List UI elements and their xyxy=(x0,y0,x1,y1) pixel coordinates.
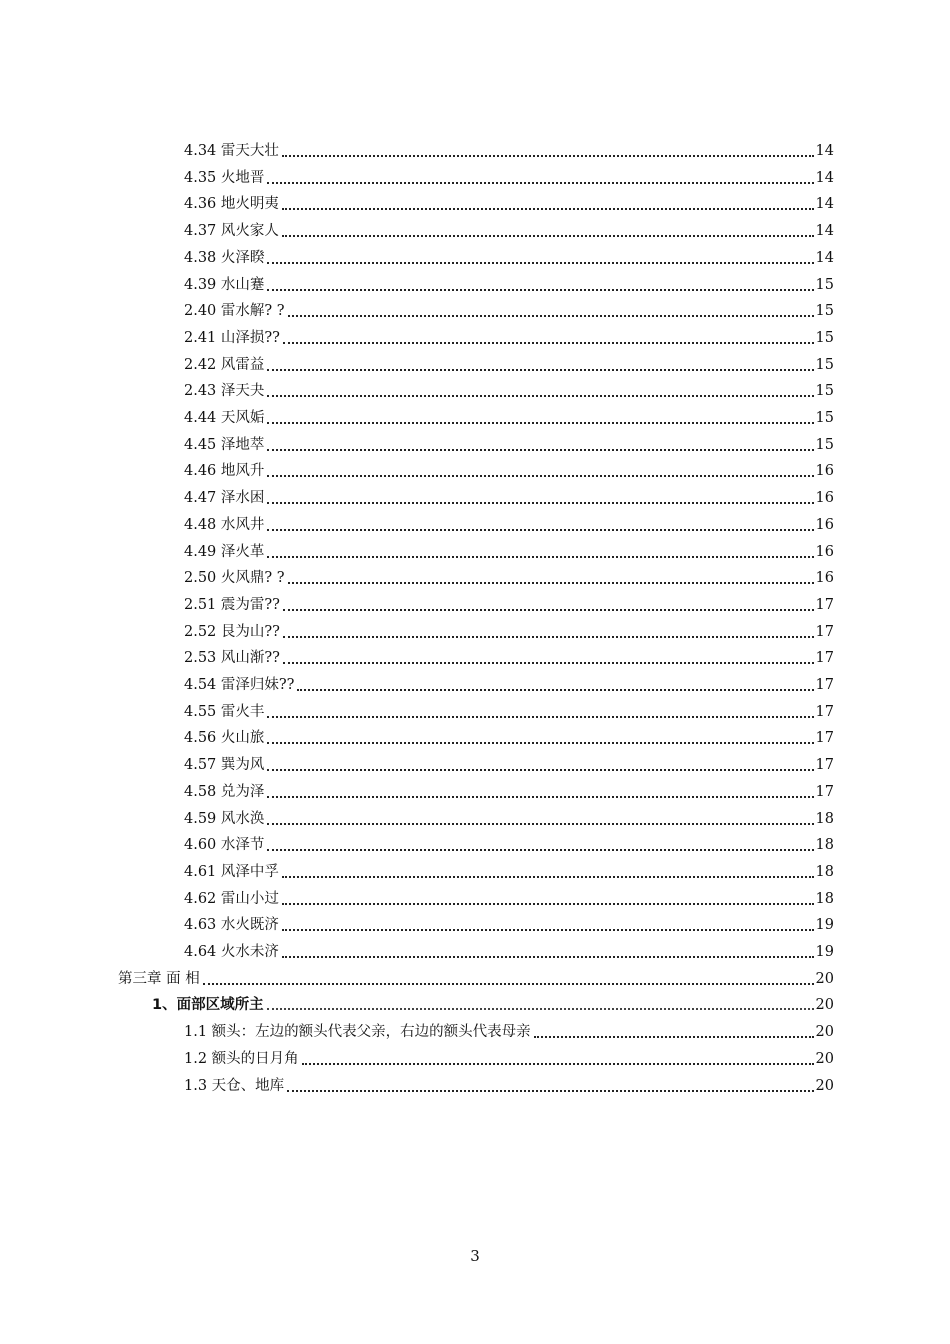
toc-entry[interactable] xyxy=(184,456,834,480)
toc-entry-label: 2.41 山泽损?? xyxy=(184,329,280,346)
dot-leader xyxy=(282,875,814,878)
toc-entry-page: 14 xyxy=(815,143,834,159)
toc-entry[interactable] xyxy=(184,323,834,347)
toc-entry-label: 1.3 天仓、地库 xyxy=(184,1077,285,1094)
toc-subsection[interactable] xyxy=(184,1044,834,1068)
toc-entry-label: 2.52 艮为山?? xyxy=(184,623,280,640)
toc-entry-page: 16 xyxy=(815,490,834,507)
toc-entry-page: 17 xyxy=(815,730,834,747)
toc-chapter[interactable] xyxy=(118,964,834,988)
toc-entry[interactable] xyxy=(184,563,834,587)
toc-entry[interactable] xyxy=(184,350,834,374)
toc-entry-page: 18 xyxy=(815,863,834,880)
toc-entry-label: 1.1 额头：左边的额头代表父亲，右边的额头代表母亲 xyxy=(184,1024,531,1041)
toc-entry-page: 14 xyxy=(815,249,834,266)
dot-leader xyxy=(534,1035,814,1038)
toc-entry-page: 17 xyxy=(815,677,834,693)
toc-entry-label: 4.54 雷泽归妹?? xyxy=(184,677,295,693)
toc-entry-page: 16 xyxy=(815,570,834,587)
dot-leader xyxy=(267,555,813,558)
toc-entry[interactable] xyxy=(184,884,834,908)
toc-entry-label: 4.46 地风升 xyxy=(184,463,265,480)
dot-leader xyxy=(267,741,813,744)
toc-entry-label: 第三章 面 相 xyxy=(118,970,200,987)
toc-entry-page: 14 xyxy=(815,223,834,240)
toc-entry[interactable] xyxy=(184,723,834,747)
dot-leader xyxy=(267,501,813,504)
toc-entry-page: 20 xyxy=(815,970,834,987)
dot-leader xyxy=(288,581,814,584)
toc-entry-label: 2.40 雷水解? ? xyxy=(184,303,285,320)
dot-leader xyxy=(267,368,813,371)
toc-entry-page: 15 xyxy=(815,276,834,293)
dot-leader xyxy=(282,207,814,210)
toc-entry-page: 18 xyxy=(815,890,834,907)
dot-leader xyxy=(287,1089,813,1092)
dot-leader xyxy=(267,715,813,718)
toc-entry[interactable] xyxy=(184,937,834,961)
toc-entry-page: 15 xyxy=(815,356,834,373)
toc-entry-label: 4.60 水泽节 xyxy=(184,837,265,854)
dot-leader xyxy=(267,394,813,397)
dot-leader xyxy=(267,795,813,798)
toc-entry[interactable] xyxy=(184,750,834,774)
toc-entry[interactable] xyxy=(184,483,834,507)
dot-leader xyxy=(267,421,813,424)
dot-leader xyxy=(267,474,813,477)
toc-entry-label: 4.64 火水未济 xyxy=(184,944,279,960)
toc-entry-label: 4.63 水火既济 xyxy=(184,917,279,934)
toc-entry-label: 2.51 震为雷?? xyxy=(184,596,280,613)
dot-leader xyxy=(297,688,813,691)
dot-leader xyxy=(267,181,813,184)
dot-leader xyxy=(267,261,813,264)
toc-entry[interactable] xyxy=(184,590,834,614)
toc-entry-label: 4.36 地火明夷 xyxy=(184,196,279,213)
toc-entry-page: 16 xyxy=(815,463,834,480)
dot-leader xyxy=(288,314,814,317)
toc-entry-label: 4.44 天风姤 xyxy=(184,410,265,426)
toc-entry-label: 2.43 泽天夬 xyxy=(184,383,265,400)
toc-entry-label: 1.2 额头的日月角 xyxy=(184,1050,299,1067)
toc-entry-page: 15 xyxy=(815,436,834,453)
dot-leader xyxy=(267,848,813,851)
toc-entry[interactable] xyxy=(184,163,834,187)
toc-entry-page: 20 xyxy=(815,997,834,1014)
toc-entry-page: 17 xyxy=(815,650,834,667)
toc-entry[interactable] xyxy=(184,296,834,320)
dot-leader xyxy=(267,768,813,771)
toc-entry-label: 4.62 雷山小过 xyxy=(184,890,279,907)
toc-entry-label: 4.49 泽火革 xyxy=(184,543,265,560)
toc-entry-page: 16 xyxy=(815,516,834,533)
toc-entry[interactable] xyxy=(184,857,834,881)
toc-entry-page: 18 xyxy=(815,837,834,854)
toc-entry[interactable] xyxy=(184,136,834,160)
dot-leader xyxy=(283,341,814,344)
toc-entry[interactable] xyxy=(184,830,834,854)
toc-entry-page: 17 xyxy=(815,783,834,800)
dot-leader xyxy=(267,288,813,291)
dot-leader xyxy=(283,635,814,638)
toc-entry[interactable] xyxy=(184,243,834,267)
toc-entry[interactable] xyxy=(184,670,834,694)
toc-entry-label: 2.53 风山渐?? xyxy=(184,650,280,667)
toc-entry-label: 4.57 巽为风 xyxy=(184,757,265,774)
dot-leader xyxy=(282,154,814,157)
dot-leader xyxy=(267,528,813,531)
toc-entry-page: 19 xyxy=(815,944,834,960)
toc-subsection[interactable] xyxy=(184,1017,834,1041)
toc-entry[interactable] xyxy=(184,804,834,828)
toc-entry-label: 4.34 雷天大壮 xyxy=(184,143,279,159)
toc-entry-label: 4.56 火山旅 xyxy=(184,730,265,747)
toc-entry-page: 17 xyxy=(815,757,834,774)
toc-entry-label: 1、面部区域所主 xyxy=(152,997,264,1014)
toc-entry-label: 4.61 风泽中孚 xyxy=(184,863,279,880)
toc-entry-label: 2.42 风雷益 xyxy=(184,356,265,373)
toc-entry-page: 15 xyxy=(815,329,834,346)
toc-entry[interactable] xyxy=(184,376,834,400)
toc-entry[interactable] xyxy=(184,270,834,294)
toc-entry-page: 15 xyxy=(815,303,834,320)
toc-entry[interactable] xyxy=(184,216,834,240)
toc-entry-label: 4.45 泽地萃 xyxy=(184,436,265,453)
toc-entry-page: 15 xyxy=(815,383,834,400)
toc-entry[interactable] xyxy=(184,537,834,561)
dot-leader xyxy=(282,902,814,905)
dot-leader xyxy=(282,955,814,958)
toc-entry-page: 14 xyxy=(815,196,834,213)
dot-leader xyxy=(282,928,814,931)
toc-entry[interactable] xyxy=(184,510,834,534)
toc-entry[interactable] xyxy=(184,617,834,641)
toc-entry[interactable] xyxy=(184,430,834,454)
toc-entry-label: 4.38 火泽睽 xyxy=(184,249,265,266)
toc-entry-page: 19 xyxy=(815,917,834,934)
toc-entry-page: 14 xyxy=(815,169,834,186)
toc-entry-label: 4.35 火地晋 xyxy=(184,169,265,186)
toc-entry[interactable] xyxy=(184,643,834,667)
toc-entry[interactable] xyxy=(184,189,834,213)
dot-leader xyxy=(267,1007,814,1010)
toc-entry-label: 4.48 水风井 xyxy=(184,516,265,533)
toc-entry-label: 2.50 火风鼎? ? xyxy=(184,570,285,587)
dot-leader xyxy=(302,1062,814,1065)
toc-entry-page: 16 xyxy=(815,543,834,560)
toc-entry-page: 20 xyxy=(815,1024,834,1041)
toc-entry-page: 20 xyxy=(815,1050,834,1067)
toc-entry[interactable] xyxy=(184,697,834,721)
toc-entry-label: 4.37 风火家人 xyxy=(184,223,279,240)
toc-entry-page: 15 xyxy=(815,410,834,426)
dot-leader xyxy=(283,608,814,611)
toc-entry[interactable] xyxy=(184,777,834,801)
dot-leader xyxy=(283,661,814,664)
dot-leader xyxy=(203,982,814,985)
toc-entry[interactable] xyxy=(184,403,834,427)
toc-entry-label: 4.39 水山蹇 xyxy=(184,276,265,293)
dot-leader xyxy=(267,822,813,825)
toc-entry-page: 17 xyxy=(815,596,834,613)
toc-section[interactable] xyxy=(152,990,834,1014)
toc-entry-page: 18 xyxy=(815,810,834,827)
toc-entry-page: 20 xyxy=(815,1077,834,1094)
toc-subsection[interactable] xyxy=(184,1071,834,1095)
toc-entry-label: 4.55 雷火丰 xyxy=(184,703,265,720)
dot-leader xyxy=(267,448,813,451)
toc-entry-label: 4.59 风水涣 xyxy=(184,810,265,827)
toc-entry-label: 4.58 兑为泽 xyxy=(184,783,265,800)
toc-entry-page: 17 xyxy=(815,703,834,720)
toc-entry[interactable] xyxy=(184,910,834,934)
page-number: 3 xyxy=(470,1247,480,1265)
toc-entry-label: 4.47 泽水困 xyxy=(184,490,265,507)
dot-leader xyxy=(282,234,814,237)
toc-entry-page: 17 xyxy=(815,623,834,640)
